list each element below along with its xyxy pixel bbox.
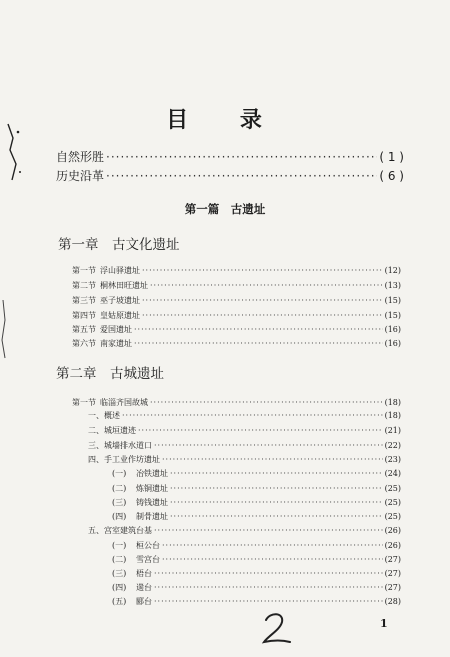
subitem-page: (25): [384, 498, 401, 507]
subitem-page: (26): [384, 541, 401, 550]
item-number: 四、: [88, 455, 104, 464]
subitem-number: (一): [112, 541, 127, 550]
leader-dots: [134, 339, 383, 348]
subitem-page: (25): [384, 484, 401, 493]
section-page: (13): [384, 281, 401, 290]
leader-dots: [154, 441, 383, 450]
toc-section: [72, 310, 401, 321]
section-number: 第一节: [72, 266, 96, 275]
item-number: 一、: [88, 411, 104, 420]
leader-dots: [154, 597, 383, 606]
section-label: 桐林田旺遗址: [100, 281, 148, 290]
toc-subitem: [112, 568, 401, 579]
section-page: (15): [384, 296, 401, 305]
toc-section: [72, 338, 401, 349]
part-heading: 第一篇 古遗址: [184, 202, 266, 216]
item-page: (18): [384, 411, 401, 420]
page-number: 1: [380, 617, 388, 630]
section-number: 第二节: [72, 281, 96, 290]
toc-section: [72, 397, 401, 408]
section-page: (12): [384, 266, 401, 275]
leader-dots: [170, 469, 383, 478]
section-label: 巫子坡遗址: [100, 296, 140, 305]
subitem-number: (四): [112, 512, 127, 521]
subitem-page: (24): [384, 469, 401, 478]
subitem-page: (27): [384, 569, 401, 578]
toc-subitem: [112, 497, 401, 508]
subitem-label: 遄台: [136, 583, 152, 592]
toc-section: [72, 295, 401, 306]
toc-subitem: [112, 540, 401, 551]
item-number: 二、: [88, 426, 104, 435]
toc-section: [72, 265, 401, 276]
chapter-heading: 第二章 古城遗址: [56, 366, 164, 382]
subitem-label: 桓公台: [136, 541, 160, 550]
leader-dots: [106, 150, 377, 164]
page-title: 目 录: [166, 108, 284, 133]
section-label: 临淄齐国故城: [100, 398, 148, 407]
leader-dots: [162, 541, 383, 550]
subitem-number: (一): [112, 469, 127, 478]
item-label: 城垣遗迹: [104, 426, 136, 435]
leader-dots: [142, 296, 383, 305]
toc-entry: [56, 167, 404, 184]
handwritten-mark: [258, 610, 298, 646]
leader-dots: [122, 411, 383, 420]
subitem-page: (25): [384, 512, 401, 521]
section-number: 第一节: [72, 398, 96, 407]
entry-page: ( 6 ): [379, 169, 404, 183]
toc-item: [88, 440, 401, 451]
section-number: 第六节: [72, 339, 96, 348]
subitem-page: (27): [384, 583, 401, 592]
item-page: (22): [384, 441, 401, 450]
subitem-number: (二): [112, 555, 127, 564]
toc-item: [88, 425, 401, 436]
section-number: 第五节: [72, 325, 96, 334]
subitem-label: 郾台: [136, 597, 152, 606]
subitem-label: 铸钱遗址: [136, 498, 168, 507]
leader-dots: [170, 512, 383, 521]
section-page: (18): [384, 398, 401, 407]
toc-subitem: [112, 511, 401, 522]
leader-dots: [154, 526, 383, 535]
item-label: 手工业作坊遗址: [104, 455, 160, 464]
scan-speck: [0, 300, 10, 360]
item-page: (21): [384, 426, 401, 435]
item-number: 五、: [88, 526, 104, 535]
toc-section: [72, 280, 401, 291]
item-label: 概述: [104, 411, 120, 420]
subitem-number: (四): [112, 583, 127, 592]
item-page: (23): [384, 455, 401, 464]
toc-subitem: [112, 596, 401, 607]
leader-dots: [142, 311, 383, 320]
section-label: 南家遗址: [100, 339, 132, 348]
subitem-number: (二): [112, 484, 127, 493]
section-label: 浮山驿遗址: [100, 266, 140, 275]
leader-dots: [138, 426, 383, 435]
section-page: (16): [384, 325, 401, 334]
leader-dots: [134, 325, 383, 334]
subitem-page: (28): [384, 597, 401, 606]
toc-item: [88, 454, 401, 465]
item-label: 宫室建筑台基: [104, 526, 152, 535]
leader-dots: [150, 398, 383, 407]
toc-subitem: [112, 468, 401, 479]
leader-dots: [154, 583, 383, 592]
entry-label: 历史沿革: [56, 169, 105, 183]
toc-subitem: [112, 582, 401, 593]
toc-subitem: [112, 554, 401, 565]
toc-subitem: [112, 483, 401, 494]
item-number: 三、: [88, 441, 104, 450]
item-label: 城墙排水道口: [104, 441, 152, 450]
leader-dots: [154, 569, 383, 578]
subitem-label: 雪宫台: [136, 555, 160, 564]
entry-page: ( 1 ): [379, 150, 404, 164]
toc-item: [88, 410, 401, 421]
subitem-page: (27): [384, 555, 401, 564]
chapter-heading: 第一章 古文化遗址: [58, 237, 180, 253]
toc-entry: [56, 148, 404, 165]
entry-label: 自然形胜: [56, 150, 105, 164]
leader-dots: [162, 455, 383, 464]
section-number: 第三节: [72, 296, 96, 305]
leader-dots: [106, 169, 377, 183]
section-page: (16): [384, 339, 401, 348]
section-label: 爱国遗址: [100, 325, 132, 334]
leader-dots: [162, 555, 383, 564]
subitem-label: 制骨遗址: [136, 512, 168, 521]
subitem-label: 炼铜遗址: [136, 484, 168, 493]
subitem-label: 梧台: [136, 569, 152, 578]
item-page: (26): [384, 526, 401, 535]
section-label: 皇姑原遗址: [100, 311, 140, 320]
leader-dots: [170, 498, 383, 507]
toc-item: [88, 525, 401, 536]
leader-dots: [150, 281, 383, 290]
section-page: (15): [384, 311, 401, 320]
toc-section: [72, 324, 401, 335]
subitem-number: (三): [112, 498, 127, 507]
leader-dots: [142, 266, 383, 275]
leader-dots: [170, 484, 383, 493]
subitem-number: (三): [112, 569, 127, 578]
subitem-label: 冶铁遗址: [136, 469, 168, 478]
section-number: 第四节: [72, 311, 96, 320]
subitem-number: (五): [112, 597, 127, 606]
